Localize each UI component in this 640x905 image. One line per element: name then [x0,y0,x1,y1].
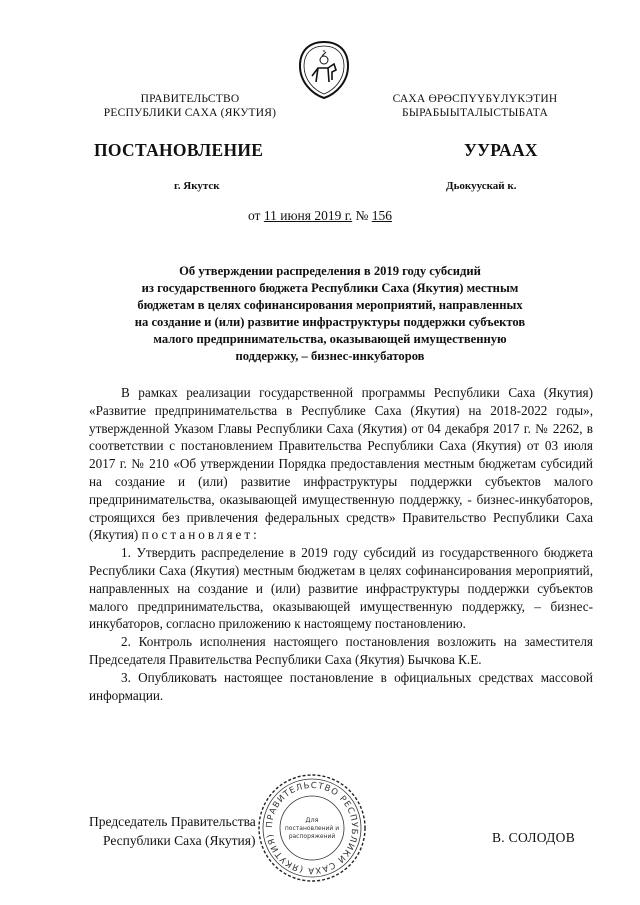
header-left-line2: РЕСПУБЛИКИ САХА (ЯКУТИЯ) [103,107,277,119]
body-paragraph-preamble [89,384,593,544]
title-line: на создание и (или) развитие инфраструктуры поддержки субъектов [134,315,526,329]
title-line: бюджетам в целях софинансирования мероприятий, направленных [137,298,523,312]
preamble-text: В рамках реализации государственной программы Республики Саха (Якутия) «Развитие предпринимательства в Республике Саха (Якутия) на 2018-2022 годы», утвержденной Указом Главы Республики Саха (Якутия) от 04 декабря 2017 г. № 2262, в соответствии с постановлением Правительства Республики Саха (Якутия) от 03 июля 2017 г. № 210 «Об утверждении Порядка предоставления местным бюджетам субсидий на создание и (или) развитие инфраструктуры поддержки субъектов малого предпринимательства, оказывающей имущественную поддержку, - бизнес-инкубаторов, строящихся без привлечения федеральных средств» Правительство Республики Саха (Якутия) [89,385,593,543]
signatory-title-line2: Республики Саха (Якутия) [103,833,256,848]
document-number: 156 [371,208,392,223]
signatory-title-line1: Председатель Правительства [89,814,256,829]
stamp-center-line1: Для [305,816,319,824]
document-body [89,384,593,704]
city-ru: г. Якутск [174,180,220,192]
document-title [95,263,565,365]
doctype-sakha: УУРААХ [464,140,538,160]
coat-of-arms-emblem [298,40,350,100]
body-paragraph-2: 2. Контроль исполнения настоящего постановления возложить на заместителя Председателя Правительства Республики Саха (Якутия) Бычкова К.Е. [89,634,593,667]
header-right-line2: БЫРАБЫЫТАЛЫСТЫБАТА [402,107,548,119]
number-sign: № [352,208,372,223]
government-name-sakha [350,92,600,120]
title-line: из государственного бюджета Республики Саха (Якутия) местным [141,281,519,295]
date-and-number [0,208,640,224]
stamp-center-line2: постановлений и [284,825,340,832]
body-paragraph-3: 3. Опубликовать настоящее постановление в официальных средствах массовой информации. [89,669,593,703]
body-paragraph-1: 1. Утвердить распределение в 2019 году субсидий из государственного бюджета Республики Саха (Якутия) местным бюджетам в целях софинансирования мероприятий, направленных на создание и (или) развитие инфраструктуры поддержки субъектов малого предпринимательства, оказывающей имущественную поддержку, – бизнес-инкубаторов, согласно приложению к настоящему постановлению. [89,545,593,632]
doctype-ru: ПОСТАНОВЛЕНИЕ [94,140,264,160]
title-line: Об утверждении распределения в 2019 году субсидий [179,264,481,278]
date-prefix: от [247,208,264,223]
title-line: поддержку, – бизнес-инкубаторов [235,349,425,363]
header-right-line1: САХА ӨРӨСПҮҮБҮЛҮКЭТИН [392,93,558,105]
city-sakha: Дьокуускай к. [446,180,517,192]
stamp-ring-text: ПРАВИТЕЛЬСТВО РЕСПУБЛИКИ САХА (ЯКУТИЯ) [264,780,360,876]
signatory-name: В. СОЛОДОВ [492,830,576,845]
signatory-title [89,812,256,850]
official-seal-stamp [256,772,368,884]
government-name-ru [70,92,310,120]
resolves-word: постановляет: [141,527,260,543]
title-line: малого предпринимательства, оказывающей имущественную [153,332,507,346]
document-date: 11 июня 2019 г. [263,208,353,223]
header-left-line1: ПРАВИТЕЛЬСТВО [140,93,240,105]
stamp-center-line3: распоряжений [288,833,336,840]
